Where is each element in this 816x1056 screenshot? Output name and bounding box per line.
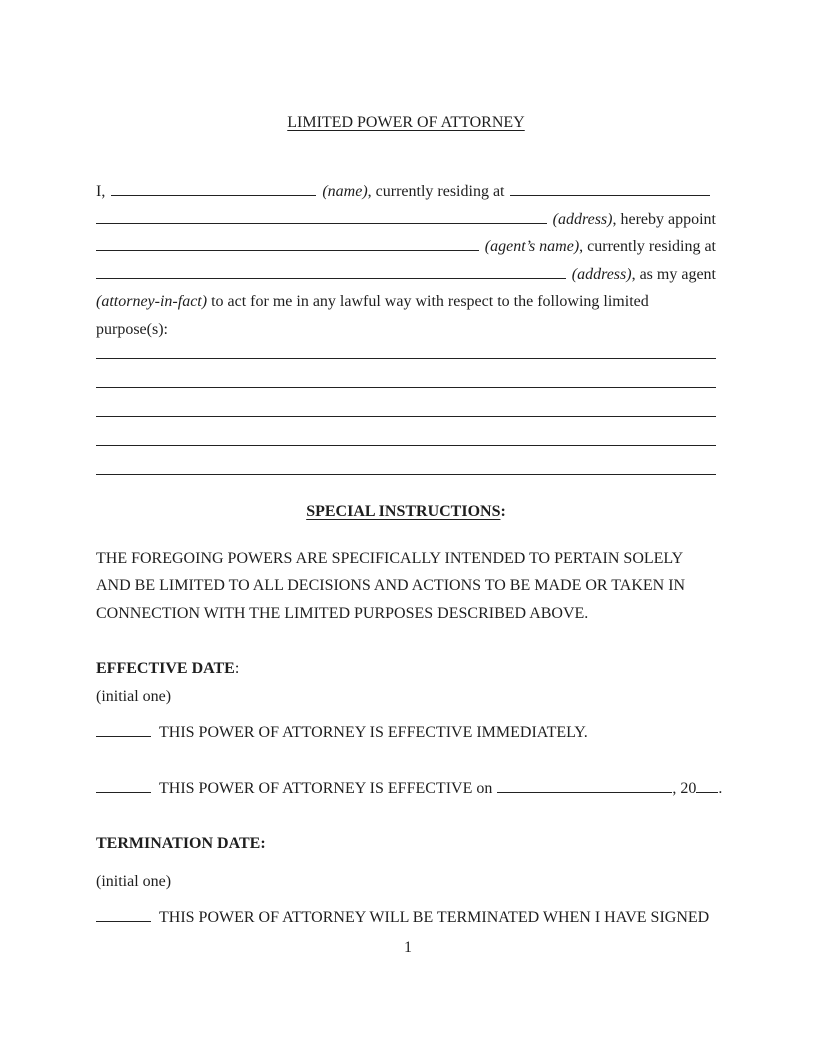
effective-on-date-option [96,775,723,803]
agent-address-blank[interactable] [96,277,566,279]
effective-date-heading: EFFECTIVE DATE: [96,660,240,677]
special-instructions-colon: : [500,503,506,520]
after-name-text: , currently residing at [367,183,505,200]
purpose-blank-line[interactable] [96,417,716,446]
termination-date-note: (initial one) [96,872,172,890]
effective-immediately-option [96,719,716,747]
opening-closing-text: to act for me in any lawful way with respect to the following limited [207,293,649,310]
special-instructions-heading: SPECIAL INSTRUCTIONS: [306,503,506,520]
termination-initial-blank[interactable] [96,920,151,922]
effective-year-blank[interactable] [696,791,718,793]
effective-date-colon: : [234,660,240,677]
effective-date-initial-blank[interactable] [96,791,151,793]
effective-date-note: (initial one) [96,687,172,705]
opening-line-4 [96,261,716,289]
effective-on-date-mid-text: , 20 [672,779,697,797]
principal-address-blank-1[interactable] [510,194,710,196]
purpose-blank-line[interactable] [96,388,716,417]
after-agent-address-text: , as my agent [631,265,716,283]
principal-address-blank-2[interactable] [96,222,547,224]
agent-name-blank[interactable] [96,249,479,251]
document-title: LIMITED POWER OF ATTORNEY [287,114,525,131]
purpose-blank-line[interactable] [96,330,716,359]
purpose-blank-line[interactable] [96,446,716,475]
attorney-in-fact-label: (attorney-in-fact) [96,293,208,310]
page-number: 1 [404,939,412,956]
effective-on-date-text: THIS POWER OF ATTORNEY IS EFFECTIVE on [159,779,493,797]
purpose-text: purpose(s): [96,320,168,338]
agent-address-label: (address) [571,265,632,283]
principal-name-blank[interactable] [111,194,316,196]
effective-immediately-initial-blank[interactable] [96,735,151,737]
effective-immediately-text: THIS POWER OF ATTORNEY IS EFFECTIVE IMMEDIATELY. [159,724,588,741]
purpose-blank-line[interactable] [96,359,716,388]
agent-name-label: (agent’s name) [484,238,580,255]
opening-paragraph [96,178,716,343]
effective-date-blank[interactable] [497,791,672,793]
opening-line-3 [96,233,716,261]
termination-date-heading: TERMINATION DATE: [96,835,266,852]
name-label: (name) [322,183,368,200]
opening-line-5 [96,288,716,316]
termination-signed-text: THIS POWER OF ATTORNEY WILL BE TERMINATED WHEN I HAVE SIGNED [159,909,710,926]
special-instructions-text: THE FOREGOING POWERS ARE SPECIFICALLY INTENDED TO PERTAIN SOLELY AND BE LIMITED TO ALL DECISIONS AND ACTIONS TO BE MADE OR TAKEN IN CONNECTION WITH THE LIMITED PURPOSES DESCRIBED ABOVE. [96,549,686,622]
purpose-lines [96,330,716,475]
after-agent-name-text: , currently residing at [579,238,716,255]
opening-intro: I, [96,183,106,200]
termination-signed-option [96,904,716,932]
opening-line-2 [96,206,716,234]
effective-on-date-end-text: . [718,779,723,797]
opening-line-1 [96,178,716,206]
address-label: (address) [552,210,613,228]
after-address-text: , hereby appoint [612,210,716,228]
